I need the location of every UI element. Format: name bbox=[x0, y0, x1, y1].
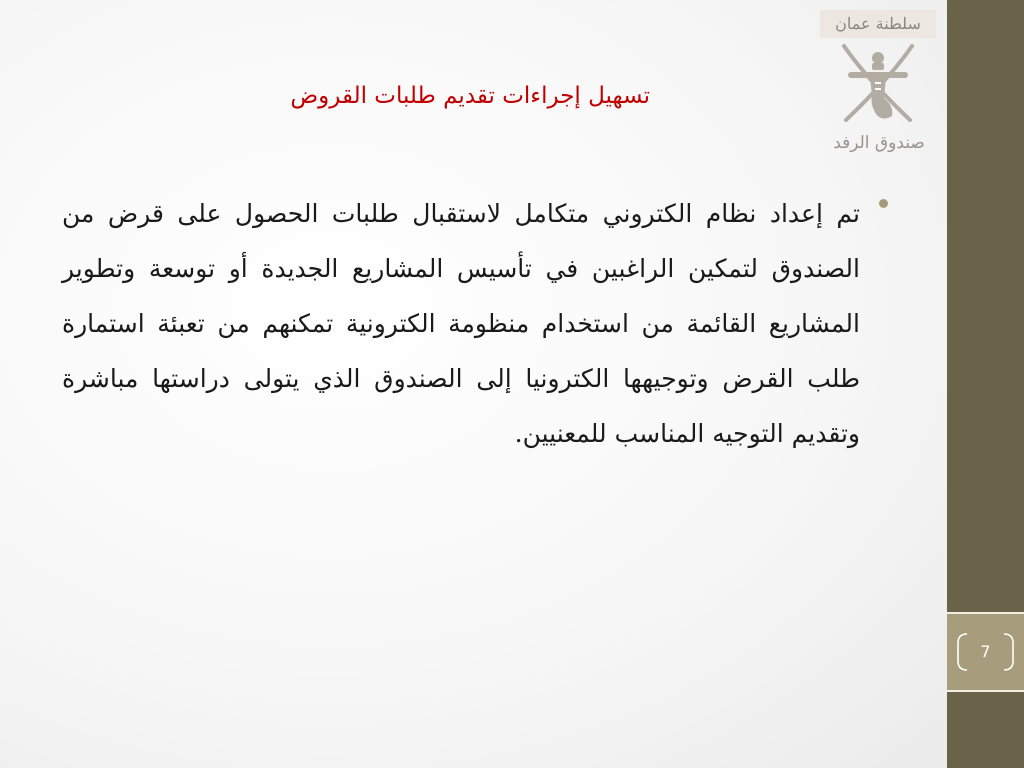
page-number-box bbox=[947, 614, 1024, 690]
content-body bbox=[62, 186, 892, 461]
page-number: 7 bbox=[980, 642, 991, 661]
emblem-icon bbox=[836, 38, 920, 132]
logo bbox=[818, 8, 940, 160]
logo-top-text: سلطنة عمان bbox=[820, 10, 936, 38]
divider-line bbox=[947, 690, 1024, 692]
slide-title: تسهيل إجراءات تقديم طلبات القروض bbox=[290, 83, 650, 109]
logo-bottom-text: صندوق الرفد bbox=[833, 133, 925, 153]
bullet-item bbox=[62, 186, 892, 461]
bullet-dot-icon bbox=[879, 199, 888, 208]
bullet-text: تم إعداد نظام الكتروني متكامل لاستقبال طلبات الحصول على قرض من الصندوق لتمكين الراغبين في تأسيس المشاريع الجديدة أو توسعة وتطوير المشاريع القائمة من استخدام منظومة الكترونية تمكنهم من تعبئة استمارة طلب القرض وتوجيهها الكترونيا إلى الصندوق الذي يتولى دراستها مباشرة وتقديم التوجيه المناسب للمعنيين. bbox=[62, 199, 860, 448]
page-number-frame bbox=[955, 632, 1016, 672]
